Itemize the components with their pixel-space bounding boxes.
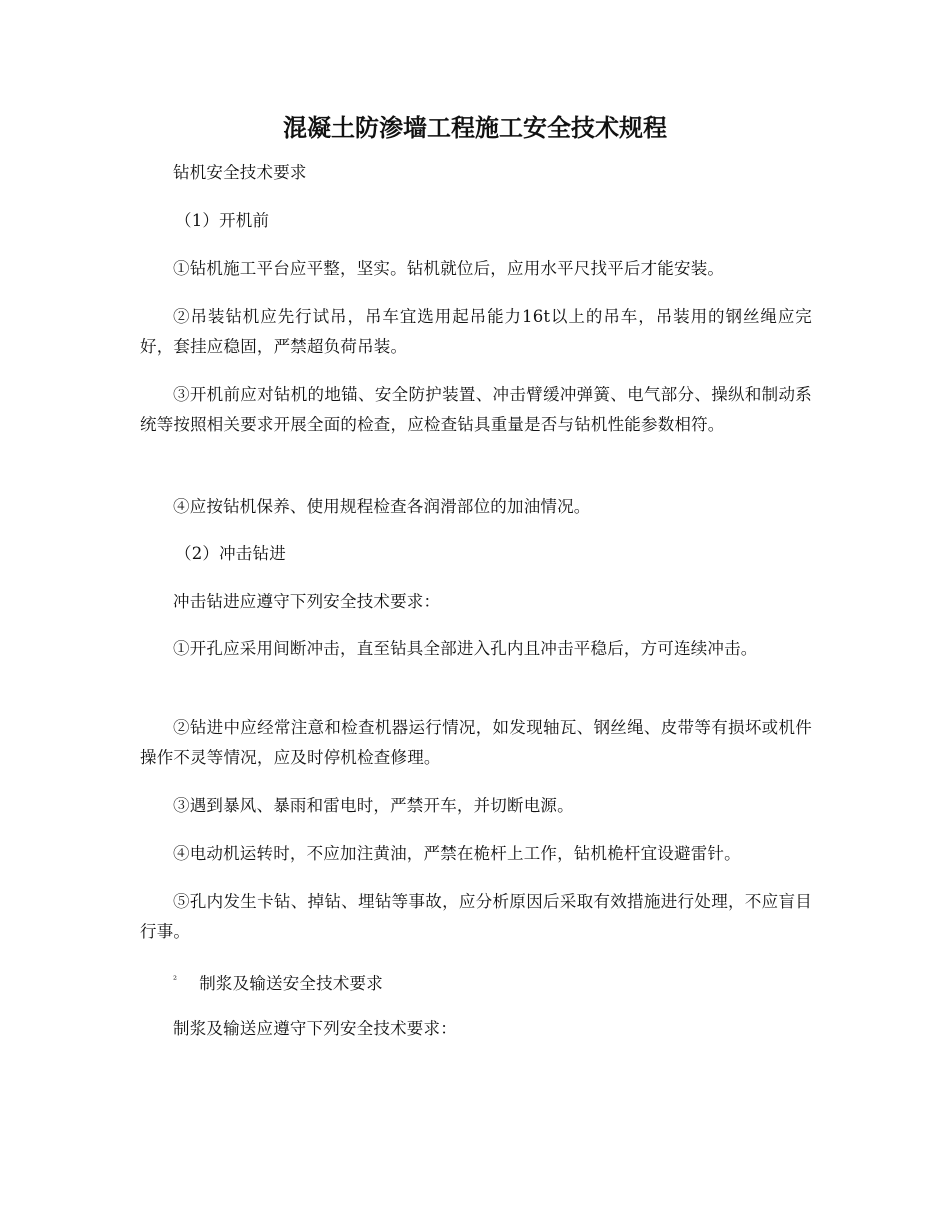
paragraph: ③遇到暴风、暴雨和雷电时，严禁开车，并切断电源。 [173, 796, 574, 815]
paragraph: 制浆及输送应遵守下列安全技术要求： [173, 1019, 457, 1038]
list-marker: ² [173, 975, 178, 986]
subsection-heading-before-start: （1）开机前 [175, 211, 270, 230]
paragraph: ①钻机施工平台应平整，坚实。钻机就位后，应用水平尺找平后才能安装。 [173, 259, 725, 278]
section-heading-drill-safety: 钻机安全技术要求 [173, 163, 307, 182]
paragraph: ④电动机运转时，不应加注黄油，严禁在桅杆上工作，钻机桅杆宜设避雷针。 [173, 844, 741, 863]
paragraph: ④应按钻机保养、使用规程检查各润滑部位的加油情况。 [173, 497, 591, 516]
subsection-heading-impact-drilling: （2）冲击钻进 [175, 544, 286, 563]
section-heading-text: 制浆及输送安全技术要求 [199, 974, 383, 993]
paragraph: 冲击钻进应遵守下列安全技术要求： [173, 592, 441, 611]
paragraph: ②钻进中应经常注意和检查机器运行情况，如发现轴瓦、钢丝绳、皮带等有损坏或机件操作不灵等情况，应及时停机检查修理。 [140, 718, 812, 767]
section-heading-grout-mixing [140, 966, 812, 999]
paragraph: ③开机前应对钻机的地锚、安全防护装置、冲击臂缓冲弹簧、电气部分、操纵和制动系统等按照相关要求开展全面的检查，应检查钻具重量是否与钻机性能参数相符。 [140, 385, 812, 434]
paragraph: ①开孔应采用间断冲击，直至钻具全部进入孔内且冲击平稳后，方可连续冲击。 [173, 639, 758, 658]
document-title: 混凝土防渗墙工程施工安全技术规程 [283, 113, 667, 142]
paragraph: ②吊装钻机应先行试吊，吊车宜选用起吊能力16t以上的吊车，吊装用的钢丝绳应完好，套挂应稳固，严禁超负荷吊装。 [140, 307, 812, 356]
paragraph: ⑤孔内发生卡钻、掉钻、埋钻等事故，应分析原因后采取有效措施进行处理，不应盲目行事。 [140, 892, 812, 941]
